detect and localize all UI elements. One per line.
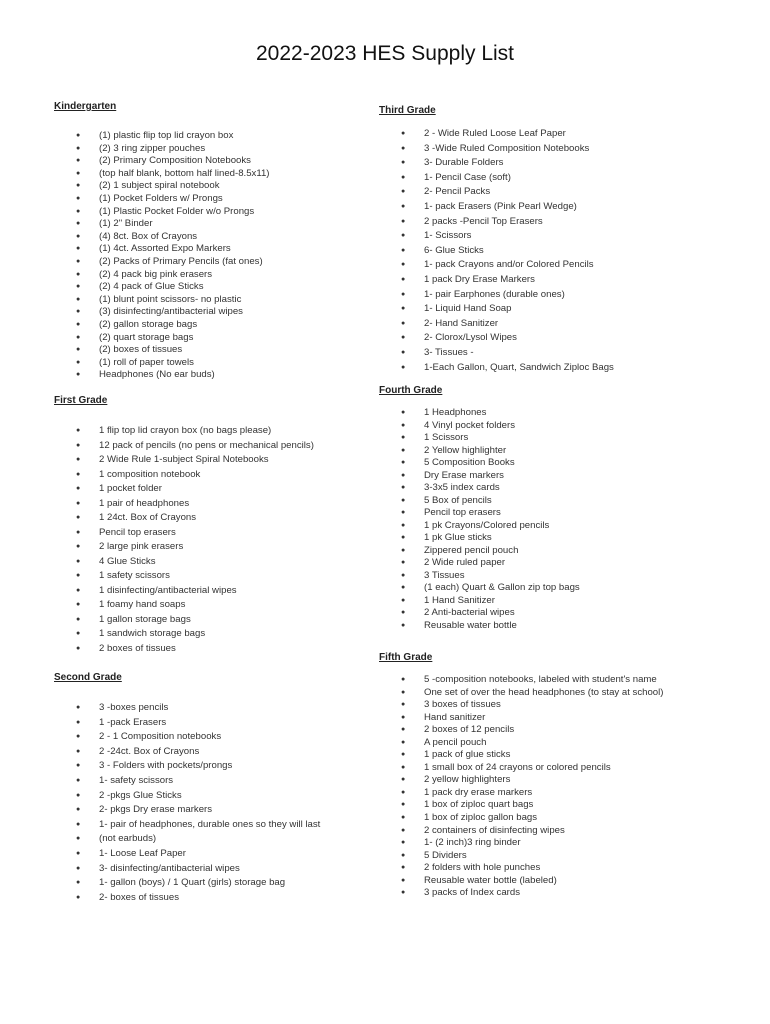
list-item: ● (1) roll of paper towels	[54, 357, 269, 370]
list-item: ● 2- Pencil Packs	[379, 185, 614, 200]
third-grade-section	[379, 105, 614, 375]
list-item: ● 2 Anti-bacterial wipes	[379, 607, 580, 620]
list-item: ● (1) blunt point scissors- no plastic	[54, 294, 269, 307]
list-item: ● 1- pair Earphones (durable ones)	[379, 288, 614, 303]
list-item: ● 5 Composition Books	[379, 457, 580, 470]
kindergarten-list	[54, 130, 269, 382]
list-item: ● 3 packs of Index cards	[379, 887, 663, 900]
list-item: ● 5 -composition notebooks, labeled with student's name	[379, 674, 663, 687]
list-item: ● 1- pack Erasers (Pink Pearl Wedge)	[379, 200, 614, 215]
list-item: ● 1- gallon (boys) / 1 Quart (girls) storage bag	[54, 876, 320, 891]
list-item: ● (2) Packs of Primary Pencils (fat ones)	[54, 256, 269, 269]
third-grade-heading: Third Grade	[379, 105, 436, 116]
list-item: ● 1 foamy hand soaps	[54, 598, 314, 613]
list-item: ● (2) gallon storage bags	[54, 319, 269, 332]
list-item: ● 2 containers of disinfecting wipes	[379, 825, 663, 838]
list-item: ● 1 Hand Sanitizer	[379, 595, 580, 608]
list-item: ● 1 gallon storage bags	[54, 613, 314, 628]
list-item: ● Reusable water bottle	[379, 620, 580, 633]
list-item: ● 2- Hand Sanitizer	[379, 317, 614, 332]
fourth-grade-section	[379, 385, 580, 632]
list-item: ● 1 -pack Erasers	[54, 716, 320, 731]
list-item: ● 2 -24ct. Box of Crayons	[54, 745, 320, 760]
second-grade-list	[54, 701, 320, 905]
list-item: ● A pencil pouch	[379, 737, 663, 750]
list-item: ● Dry Erase markers	[379, 470, 580, 483]
list-item: ● 2 Yellow highlighter	[379, 445, 580, 458]
list-item: ● 1 box of ziploc gallon bags	[379, 812, 663, 825]
list-item: ● 1- Loose Leaf Paper	[54, 847, 320, 862]
list-item: ● 3 Tissues	[379, 570, 580, 583]
list-item: ● 2- pkgs Dry erase markers	[54, 803, 320, 818]
list-item: ● 1 pack Dry Erase Markers	[379, 273, 614, 288]
list-item: ● 1 composition notebook	[54, 468, 314, 483]
list-item: ● (1 each) Quart & Gallon zip top bags	[379, 582, 580, 595]
list-item: ● (not earbuds)	[54, 832, 320, 847]
kindergarten-section	[54, 101, 269, 382]
list-item: ● 1 Scissors	[379, 432, 580, 445]
list-item: ● One set of over the head headphones (to stay at school)	[379, 687, 663, 700]
list-item: ● 5 Box of pencils	[379, 495, 580, 508]
list-item: ● 1- Scissors	[379, 229, 614, 244]
list-item: ● 2 large pink erasers	[54, 540, 314, 555]
list-item: ● 3- Durable Folders	[379, 156, 614, 171]
list-item: ● 2- boxes of tissues	[54, 891, 320, 906]
list-item: ● 1 box of ziploc quart bags	[379, 799, 663, 812]
list-item: ● 2 folders with hole punches	[379, 862, 663, 875]
list-item: ● 1 pk Glue sticks	[379, 532, 580, 545]
second-grade-heading: Second Grade	[54, 672, 122, 683]
list-item: ● 1 sandwich storage bags	[54, 627, 314, 642]
list-item: ● 1- Liquid Hand Soap	[379, 302, 614, 317]
list-item: ● 2- Clorox/Lysol Wipes	[379, 331, 614, 346]
list-item: ● 3 -Wide Ruled Composition Notebooks	[379, 142, 614, 157]
list-item: ● Reusable water bottle (labeled)	[379, 875, 663, 888]
list-item: ● 2 boxes of 12 pencils	[379, 724, 663, 737]
list-item: ● (2) 4 pack big pink erasers	[54, 269, 269, 282]
list-item: ● (2) boxes of tissues	[54, 344, 269, 357]
list-item: ● 1 Headphones	[379, 407, 580, 420]
fifth-grade-heading: Fifth Grade	[379, 652, 433, 663]
list-item: ● (top half blank, bottom half lined-8.5x11)	[54, 168, 269, 181]
list-item: ● 2 Wide ruled paper	[379, 557, 580, 570]
list-item: ● Pencil top erasers	[54, 526, 314, 541]
list-item: ● 1 pack of glue sticks	[379, 749, 663, 762]
second-grade-section	[54, 672, 320, 905]
kindergarten-heading: Kindergarten	[54, 101, 117, 112]
list-item: ● 1 pack dry erase markers	[379, 787, 663, 800]
list-item: ● 3 -boxes pencils	[54, 701, 320, 716]
list-item: ● 2 packs -Pencil Top Erasers	[379, 215, 614, 230]
list-item: ● 3 - Folders with pockets/prongs	[54, 759, 320, 774]
list-item: ● 3 boxes of tissues	[379, 699, 663, 712]
list-item: ● 3- disinfecting/antibacterial wipes	[54, 862, 320, 877]
fourth-grade-list	[379, 407, 580, 632]
first-grade-heading: First Grade	[54, 395, 108, 406]
list-item: ● 1- Pencil Case (soft)	[379, 171, 614, 186]
list-item: ● Pencil top erasers	[379, 507, 580, 520]
list-item: ● (1) plastic flip top lid crayon box	[54, 130, 269, 143]
list-item: ● 1 disinfecting/antibacterial wipes	[54, 584, 314, 599]
list-item: ● 2 yellow highlighters	[379, 774, 663, 787]
list-item: ● Zippered pencil pouch	[379, 545, 580, 558]
list-item: ● (2) quart storage bags	[54, 332, 269, 345]
fifth-grade-list	[379, 674, 663, 900]
list-item: ● (1) 4ct. Assorted Expo Markers	[54, 243, 269, 256]
list-item: ● Headphones (No ear buds)	[54, 369, 269, 382]
list-item: ● 1- pack Crayons and/or Colored Pencils	[379, 258, 614, 273]
third-grade-list	[379, 127, 614, 375]
list-item: ● (1) Plastic Pocket Folder w/o Prongs	[54, 206, 269, 219]
list-item: ● 2 - Wide Ruled Loose Leaf Paper	[379, 127, 614, 142]
list-item: ● 6- Glue Sticks	[379, 244, 614, 259]
list-item: ● 4 Glue Sticks	[54, 555, 314, 570]
list-item: ● 4 Vinyl pocket folders	[379, 420, 580, 433]
list-item: ● 1 24ct. Box of Crayons	[54, 511, 314, 526]
list-item: ● 1 pocket folder	[54, 482, 314, 497]
first-grade-list	[54, 424, 314, 656]
list-item: ● 1 small box of 24 crayons or colored pencils	[379, 762, 663, 775]
list-item: ● 1 pair of headphones	[54, 497, 314, 512]
list-item: ● 2 boxes of tissues	[54, 642, 314, 657]
fourth-grade-heading: Fourth Grade	[379, 385, 443, 396]
list-item: ● 5 Dividers	[379, 850, 663, 863]
list-item: ● 1 flip top lid crayon box (no bags please)	[54, 424, 314, 439]
list-item: ● 3- Tissues -	[379, 346, 614, 361]
list-item: ● 1- (2 inch)3 ring binder	[379, 837, 663, 850]
list-item: ● (2) 3 ring zipper pouches	[54, 143, 269, 156]
list-item: ● (3) disinfecting/antibacterial wipes	[54, 306, 269, 319]
list-item: ● 2 Wide Rule 1-subject Spiral Notebooks	[54, 453, 314, 468]
list-item: ● 12 pack of pencils (no pens or mechanical pencils)	[54, 439, 314, 454]
list-item: ● 2 -pkgs Glue Sticks	[54, 789, 320, 804]
list-item: ● 3-3x5 index cards	[379, 482, 580, 495]
list-item: ● 1- safety scissors	[54, 774, 320, 789]
list-item: ● (2) 4 pack of Glue Sticks	[54, 281, 269, 294]
list-item: ● 2 - 1 Composition notebooks	[54, 730, 320, 745]
list-item: ● Hand sanitizer	[379, 712, 663, 725]
list-item: ● 1 pk Crayons/Colored pencils	[379, 520, 580, 533]
first-grade-section	[54, 395, 314, 656]
list-item: ● (4) 8ct. Box of Crayons	[54, 231, 269, 244]
list-item: ● (2) 1 subject spiral notebook	[54, 180, 269, 193]
list-item: ● (2) Primary Composition Notebooks	[54, 155, 269, 168]
fifth-grade-section	[379, 652, 663, 900]
list-item: ● 1-Each Gallon, Quart, Sandwich Ziploc Bags	[379, 361, 614, 376]
page-title: 2022-2023 HES Supply List	[256, 42, 514, 65]
list-item: ● 1- pair of headphones, durable ones so they will last	[54, 818, 320, 833]
list-item: ● (1) Pocket Folders w/ Prongs	[54, 193, 269, 206]
list-item: ● 1 safety scissors	[54, 569, 314, 584]
list-item: ● (1) 2" Binder	[54, 218, 269, 231]
